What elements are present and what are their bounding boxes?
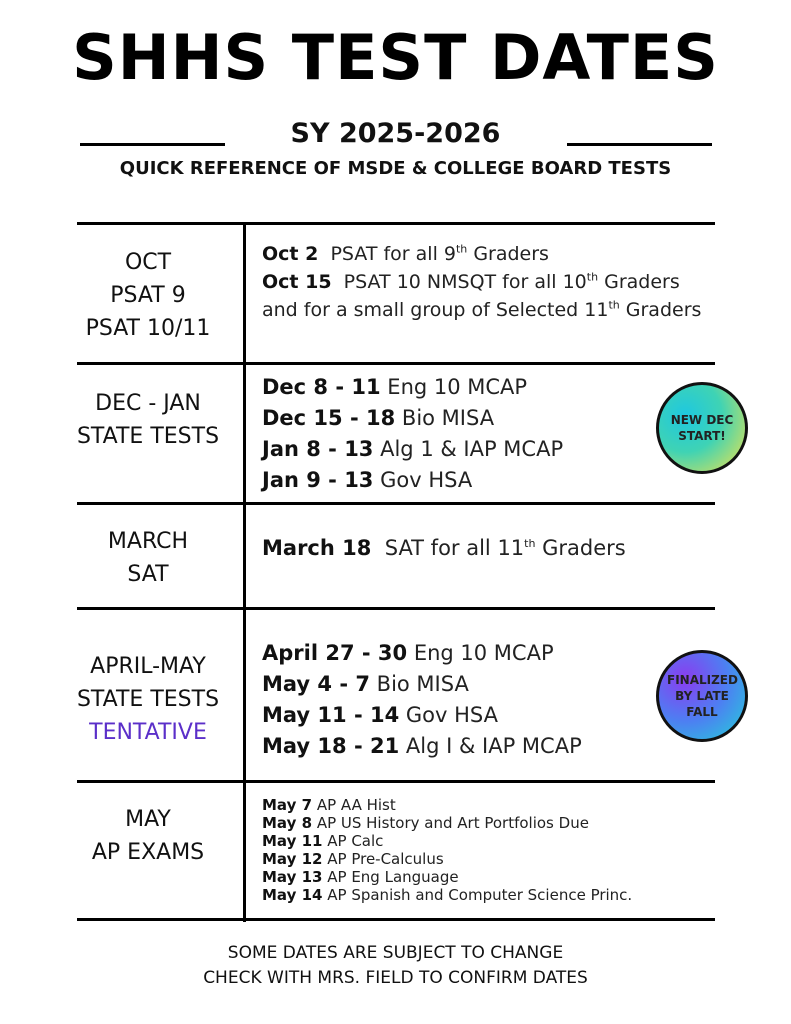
section-entries-april-may (262, 638, 582, 762)
finalized-badge: FINALIZED BY LATE FALL (656, 650, 748, 742)
section-label-oct: OCT PSAT 9 PSAT 10/11 (85, 250, 211, 341)
section-label-may-ap: MAY AP EXAMS (91, 807, 205, 865)
list-item: May 7 AP AA Hist (262, 796, 396, 814)
page-title: SHHS TEST DATES (72, 21, 719, 94)
list-item: May 8 AP US History and Art Portfolios Due (262, 814, 589, 832)
list-item: May 11 AP Calc (262, 832, 384, 850)
section-entries-dec-jan (262, 372, 563, 496)
list-item: Oct 15 PSAT 10 NMSQT for all 10th Graders and for a small group of Selected 11th Graders (262, 270, 702, 321)
subtitle: QUICK REFERENCE OF MSDE & COLLEGE BOARD TESTS (119, 158, 672, 179)
table-divider (77, 780, 715, 783)
section-label-dec-jan: DEC - JAN STATE TESTS (76, 391, 220, 449)
section-label-march: MARCH SAT (107, 529, 189, 587)
table-divider-top (77, 222, 715, 225)
list-item: April 27 - 30 Eng 10 MCAP (262, 641, 554, 665)
list-item: May 13 AP Eng Language (262, 868, 459, 886)
list-item: Oct 2 PSAT for all 9th Graders (262, 242, 549, 265)
table-divider-bottom (77, 918, 715, 921)
list-item: Jan 9 - 13 Gov HSA (262, 468, 473, 492)
section-entries-oct (262, 240, 702, 324)
tentative-label: TENTATIVE (89, 720, 207, 745)
list-item: Dec 8 - 11 Eng 10 MCAP (262, 375, 528, 399)
table-divider (77, 607, 715, 610)
list-item: May 12 AP Pre-Calculus (262, 850, 444, 868)
list-item: May 11 - 14 Gov HSA (262, 703, 499, 727)
table-divider (77, 502, 715, 505)
table-divider (77, 362, 715, 365)
section-entries-march (262, 533, 626, 564)
section-entries-may-ap (262, 796, 632, 904)
list-item: May 18 - 21 Alg I & IAP MCAP (262, 734, 582, 758)
section-label-april-may: APRIL-MAY STATE TESTS TENTATIVE (50, 650, 246, 749)
new-dec-start-badge: NEW DEC START! (656, 382, 748, 474)
footer-note: SOME DATES ARE SUBJECT TO CHANGE CHECK WITH MRS. FIELD TO CONFIRM DATES (203, 943, 588, 988)
list-item: Dec 15 - 18 Bio MISA (262, 406, 495, 430)
list-item: March 18 SAT for all 11th Graders (262, 536, 626, 560)
list-item: May 4 - 7 Bio MISA (262, 672, 469, 696)
school-year: SY 2025-2026 (290, 118, 501, 149)
list-item: Jan 8 - 13 Alg 1 & IAP MCAP (262, 437, 564, 461)
list-item: May 14 AP Spanish and Computer Science Princ. (262, 886, 633, 904)
